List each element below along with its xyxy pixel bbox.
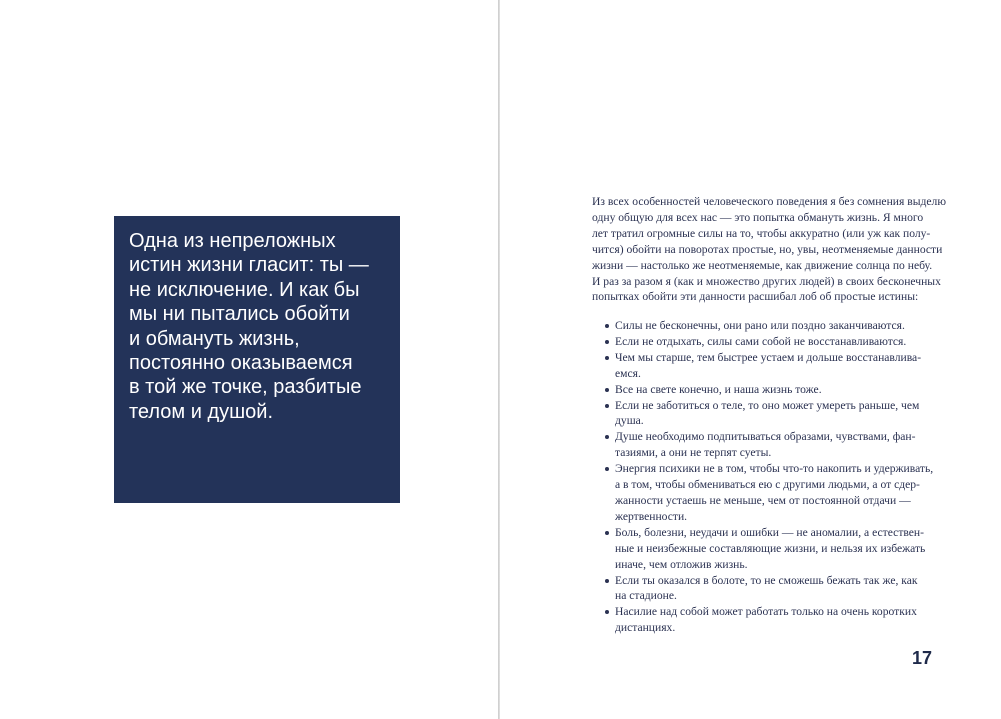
list-item-line: Энергия психики не в том, чтобы что-то накопить и удерживать, (615, 462, 934, 476)
paragraph-line: лет тратил огромные силы на то, чтобы аккуратно (или уж как полу- (592, 226, 931, 240)
list-item-line: жанности устаешь не меньше, чем от постоянной отдачи — (615, 493, 911, 507)
bullet-icon (605, 404, 609, 408)
list-item-line: Боль, болезни, неудачи и ошибки — не аномалии, а естествен- (615, 525, 924, 539)
list-item (592, 398, 942, 430)
list-item-line: а в том, чтобы обмениваться ею с другими людьми, а от сдер- (615, 478, 920, 492)
list-item-line: ные и неизбежные составляющие жизни, и нельзя их избежать (615, 541, 926, 555)
quote-line: мы ни пытались обойти (129, 303, 350, 326)
paragraph-line: попытках обойти эти данности расшибал лоб об простые истины: (592, 290, 919, 304)
intro-paragraph (592, 194, 946, 305)
quote-line: в той же точке, разбитые (129, 376, 362, 399)
quote-line: и обмануть жизнь, (129, 327, 300, 350)
page-number: 17 (912, 648, 933, 668)
paragraph-line: И раз за разом я (как и множество других людей) в своих бесконечных (592, 274, 941, 288)
list-item-line: емся. (615, 366, 641, 380)
list-item (592, 382, 942, 398)
list-item-line: дистанциях. (615, 621, 676, 635)
list-item (592, 429, 942, 461)
list-item-line: Если не заботиться о теле, то оно может умереть раньше, чем (615, 398, 920, 412)
list-item-line: Силы не бесконечны, они рано или поздно заканчиваются. (615, 319, 905, 332)
quote-line: телом и душой. (129, 400, 274, 423)
bullet-icon (605, 531, 609, 535)
list-item-line: Если не отдыхать, силы сами собой не восстанавливаются. (615, 334, 907, 348)
quote-line: не исключение. И как бы (129, 278, 360, 301)
bullet-icon (605, 324, 609, 328)
list-item (592, 525, 942, 573)
list-item (592, 334, 942, 350)
paragraph-line: Из всех особенностей человеческого поведения я без сомнения выделю (592, 195, 946, 208)
list-item-line: тазиями, а они не терпят суеты. (615, 446, 772, 460)
list-item-line: Все на свете конечно, и наша жизнь тоже. (615, 382, 822, 396)
list-item (592, 461, 942, 525)
left-page (0, 0, 499, 719)
bullet-icon (605, 610, 609, 614)
paragraph-line: чится) обойти на поворотах простые, но, увы, неотменяемые данности (592, 242, 943, 256)
list-item-line: Если ты оказался в болоте, то не сможешь бежать так же, как (615, 573, 918, 587)
bullet-icon (605, 356, 609, 360)
list-item-line: душа. (615, 414, 644, 428)
bullet-icon (605, 579, 609, 583)
paragraph-line: одну общую для всех нас — это попытка обмануть жизнь. Я много (592, 210, 924, 224)
list-item-line: жертвенности. (615, 509, 688, 523)
quote-line: постоянно оказываемся (129, 352, 353, 375)
list-item-line: Чем мы старше, тем быстрее устаем и дольше восстанавлива- (615, 350, 922, 364)
bullet-icon (605, 435, 609, 439)
body-text (592, 194, 946, 635)
list-item (592, 604, 942, 636)
list-item-line: Насилие над собой может работать только на очень коротких (615, 605, 917, 619)
bullet-icon (605, 388, 609, 392)
list-item-line: на стадионе. (615, 589, 677, 603)
list-item (592, 350, 942, 382)
quote-box (114, 216, 400, 503)
truths-list (592, 318, 942, 636)
bullet-icon (605, 340, 609, 344)
paragraph-line: жизни — настолько же неотменяемые, как движение солнца по небу. (592, 258, 933, 272)
bullet-icon (605, 467, 609, 471)
quote-line: Одна из непреложных (129, 230, 336, 252)
quote-text (129, 229, 388, 424)
list-item-line: иначе, чем отложив жизнь. (615, 557, 748, 571)
list-item (592, 318, 942, 334)
list-item-line: Душе необходимо подпитываться образами, чувствами, фан- (615, 430, 916, 444)
quote-line: истин жизни гласит: ты — (129, 254, 369, 277)
list-item (592, 573, 942, 605)
